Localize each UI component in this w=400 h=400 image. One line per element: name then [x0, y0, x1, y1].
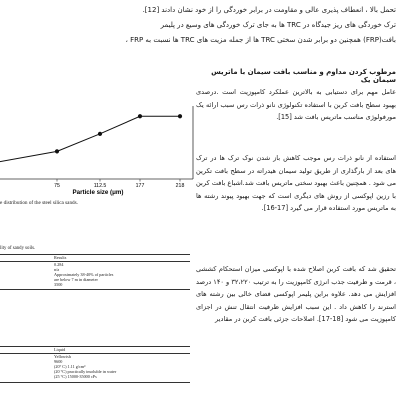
table-caption: lity of sandy soils.: [0, 246, 36, 251]
top-paragraph-line-2: ترک خوردگی های ریز جیدگاه در TRC ها به جای ترک خوردگی های وسیع در پلیمر: [160, 21, 396, 29]
data-point: [178, 114, 182, 118]
table-row: are below 7 m in diameter: [54, 277, 98, 282]
table-row: Approximately 38-40% of particles: [54, 272, 114, 277]
x-tick-label: 177: [135, 183, 145, 189]
particle-size-chart: [0, 98, 195, 198]
table2-rule-top: [0, 346, 190, 347]
table-row: 3500: [54, 282, 63, 287]
table-row: (20 °C) practically insoluble in water: [54, 369, 117, 374]
data-point: [98, 132, 102, 136]
right-paragraph-3: تحقیق شد که بافت کربن اصلاح شده با اپوکسی میزان استحکام کششی ، قرمت و ظرفیت جذب انرژی کامپوزیت را به ترتیب ۳۲،۲۲۰ و ۱۴۰ درصد افزایش می دهد. علاوه براین پلیمر اپوکسی فضای خالی بین رشته های استرند را کاهش داد . این سبب افزایش ظرفیت انتقال تنش در اجزای کامپوزیت می شود [18-17]. اصلاحات جزئی بافت کربن در مقادیر: [196, 265, 396, 324]
table-row: 0.284: [54, 262, 64, 267]
x-tick-label: 112.5: [93, 183, 107, 189]
table-row: (20° C) 1.11 g/cm³: [54, 364, 86, 369]
table-rule-header: [0, 261, 190, 262]
table-rule-top: [0, 254, 190, 255]
table2-rule-bottom: [0, 382, 190, 383]
right-paragraph-1: عامل مهم برای دستیابی به بالاترین عملکرد کامپوزیت است .درصدی بهبود سطح بافت کربن با استفاده تکنولوژی نانو ذرات رس سبب ارائه یک مورفولوژی مناسب ماتریس بافت شد [15].: [196, 88, 396, 122]
table-row: n/a: [54, 267, 60, 272]
table-row: Yellowish: [54, 354, 71, 359]
x-tick-label: 218: [175, 183, 185, 189]
data-point: [55, 149, 59, 153]
top-paragraph-line-1: تحمل بالا ، انعطاف پذیری عالی و مقاومت در برابر خوردگی را از خود نشان دادند [12].: [142, 6, 396, 14]
table-row: 9600: [54, 359, 63, 364]
figure-caption: e distribution of the steel silica sands.: [0, 200, 78, 206]
table2-rule-header: [0, 353, 190, 354]
table-rule-bottom: [0, 289, 190, 290]
x-tick-label: 75: [54, 183, 60, 189]
series-line: [0, 116, 180, 162]
section-title: مرطوب کردن مداوم و مناسب بافت سیمان با ماتریس سیمان یک: [211, 68, 396, 84]
right-paragraph-2: استفاده از نانو ذرات رس موجب کاهش باز شدن نوک ترک ها در ترک های بعد از بارگذاری از طریق تولید سیمان هیدراته در سطح بافت تکرین می شود . همچنین باعث بهبود سختی ماتریس بافت شد.اشباع بافت کربن با رزین اپوکسی از روش های دیگری است که جهت بهبود پیوند رشته ها به ماتریس مورد استفاده قرار می گیرد [17-16].: [196, 154, 396, 213]
table-header: Results: [54, 255, 67, 260]
table2-header: Liquid: [54, 347, 66, 352]
table-row: (25 °C) 15000-35000 cPs: [54, 374, 97, 379]
top-paragraph-line-3: بافت(FRP) همچنین دو برابر شدن سختی TRC ها از جمله مزیت های TRC ها نسبت به FRP ،: [125, 36, 396, 44]
x-axis-label: Particle size (μm): [72, 189, 124, 196]
data-point: [138, 114, 142, 118]
